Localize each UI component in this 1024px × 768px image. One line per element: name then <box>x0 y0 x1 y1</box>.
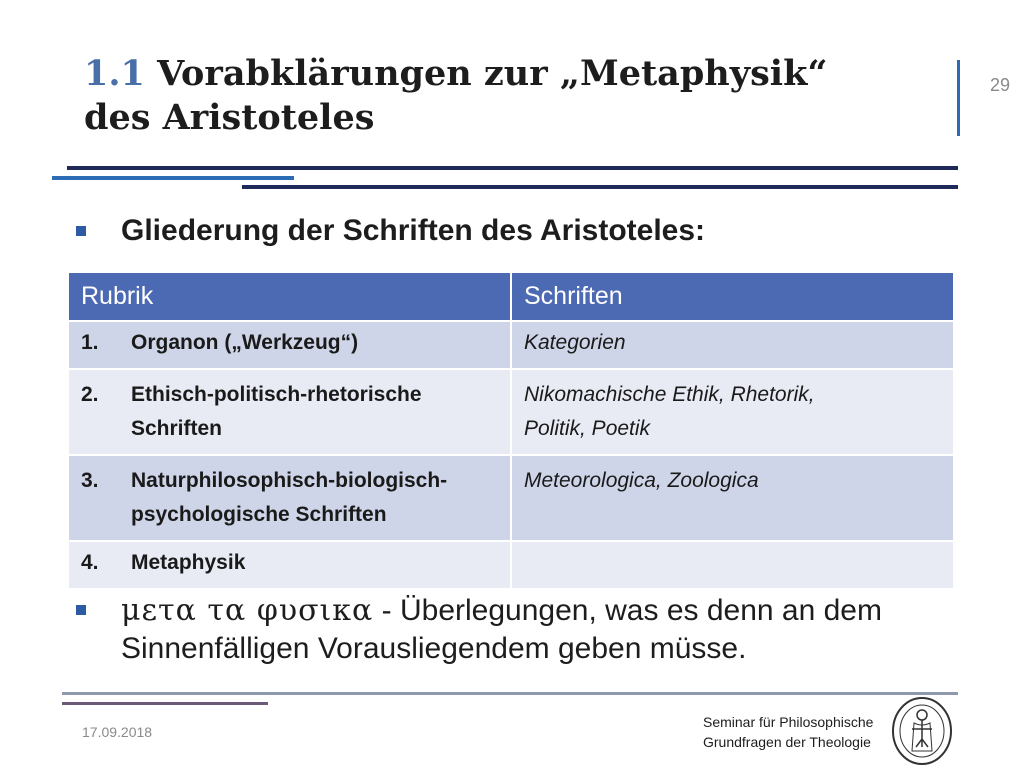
bullet-heading: Gliederung der Schriften des Aristoteles: <box>121 214 706 247</box>
header-rule-navy-lower <box>242 185 958 189</box>
greek-phrase: μετα τα φυσικα <box>121 593 374 628</box>
rubrik-cell <box>69 369 511 455</box>
bullet-text-line-1: - Überlegungen, was es denn an dem <box>373 594 882 627</box>
schriften-cell <box>511 455 954 541</box>
seminar-line-2: Grundfragen der Theologie <box>703 734 871 750</box>
university-seal-icon <box>890 695 954 767</box>
row-number: 4. <box>81 551 99 574</box>
rubrik-cell <box>69 321 511 369</box>
column-header-rubrik: Rubrik <box>69 273 511 321</box>
title-number: 1.1 <box>84 53 145 94</box>
footer-rule-purple <box>62 702 268 705</box>
footer-rule-gray <box>62 692 958 695</box>
rubrik-text: Ethisch-politisch-rhetorische <box>131 383 422 406</box>
bullet-marker <box>76 605 86 615</box>
schriften-text: Kategorien <box>524 331 626 354</box>
rubrik-cell <box>69 541 511 588</box>
schriften-cell <box>511 369 954 455</box>
schriften-text: Meteorologica, Zoologica <box>524 469 759 492</box>
schriften-text: Nikomachische Ethik, Rhetorik, <box>524 383 815 406</box>
title-line-1: Vorabklärungen zur „Metaphysik“ <box>157 53 828 94</box>
title-vertical-rule <box>957 60 960 136</box>
rubrik-text-cont: psychologische Schriften <box>131 503 387 526</box>
table-row <box>69 455 954 541</box>
row-number: 3. <box>81 469 99 492</box>
table-row <box>69 369 954 455</box>
table-row <box>69 321 954 369</box>
writings-table <box>69 273 955 588</box>
header-rule-blue <box>52 176 294 180</box>
footer-seminar-name <box>703 712 873 752</box>
rubrik-text: Naturphilosophisch-biologisch- <box>131 469 448 492</box>
rubrik-text: Organon („Werkzeug“) <box>131 331 359 354</box>
rubrik-cell <box>69 455 511 541</box>
header-rule-navy <box>67 166 958 170</box>
footer-date: 17.09.2018 <box>82 724 153 740</box>
title-line-2: des Aristoteles <box>84 97 375 138</box>
row-number: 2. <box>81 383 99 406</box>
column-header-schriften: Schriften <box>511 273 954 321</box>
bullet-text-line-2: Sinnenfälligen Vorausliegendem geben müsse. <box>121 632 747 665</box>
bullet-meta-ta-physika <box>121 592 882 668</box>
seminar-line-1: Seminar für Philosophische <box>703 714 874 730</box>
table-row <box>69 541 954 588</box>
slide-title <box>84 52 924 140</box>
bullet-marker <box>76 226 86 236</box>
schriften-cell <box>511 321 954 369</box>
schriften-text-cont: Politik, Poetik <box>524 417 651 440</box>
rubrik-text-cont: Schriften <box>131 417 223 440</box>
row-number: 1. <box>81 331 99 354</box>
rubrik-text: Metaphysik <box>131 551 246 574</box>
slide-number: 29 <box>990 75 1011 95</box>
schriften-cell <box>511 541 954 588</box>
